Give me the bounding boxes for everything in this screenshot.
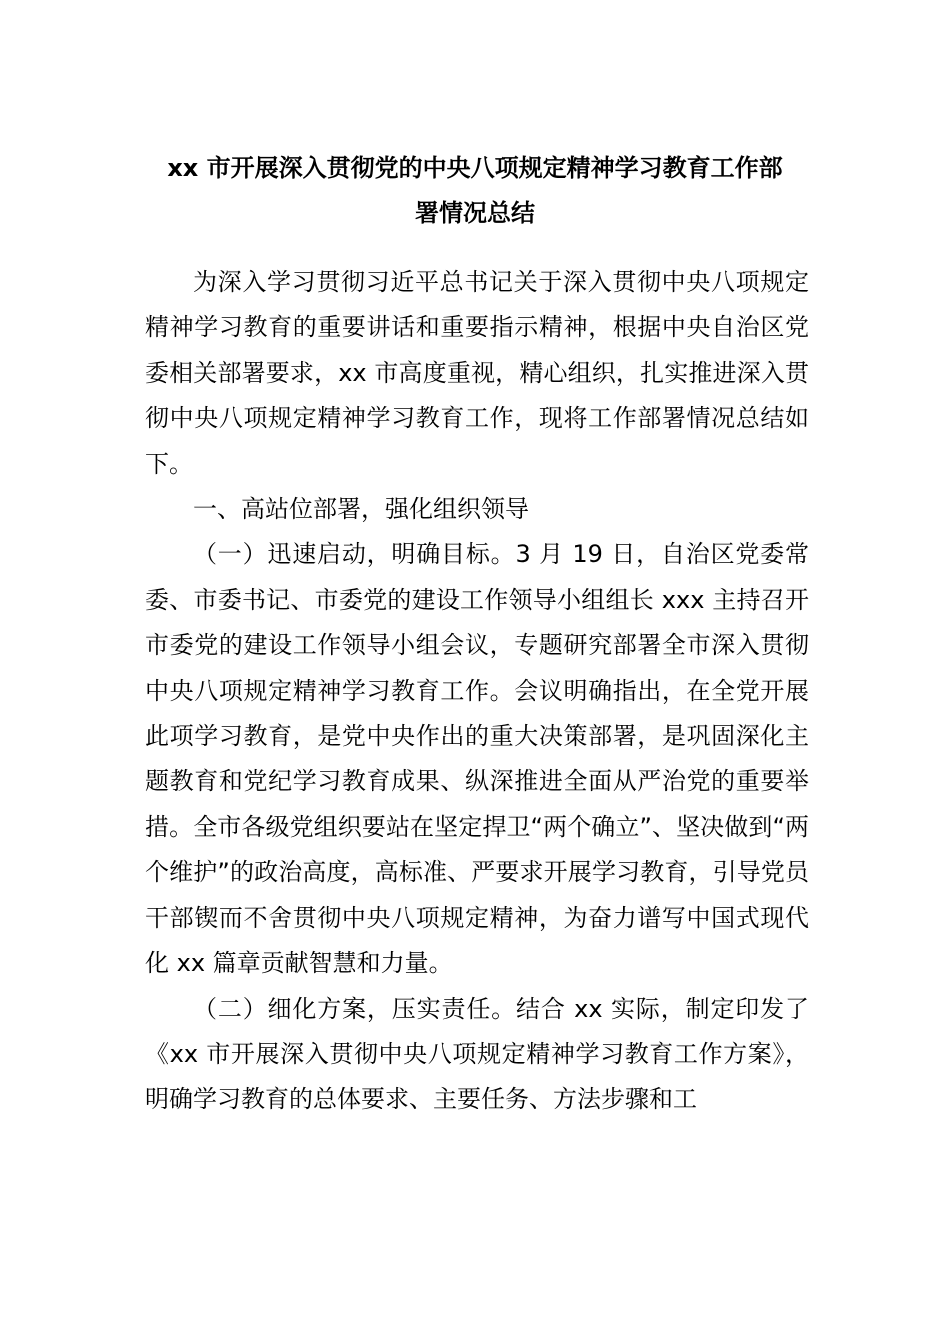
document-title bbox=[140, 146, 810, 236]
subsection-paragraph-1: （一）迅速启动，明确目标。3 月 19 日，自治区党委常委、市委书记、市委党的建设工作领导小组组长 xxx 主持召开市委党的建设工作领导小组会议，专题研究部署全市深入贯彻中央八项规定精神学习教育工作。会议明确指出，在全党开展此项学习教育，是党中央作出的重大决策部署，是巩固深化主题教育和党纪学习教育成果、纵深推进全面从严治党的重要举措。全市各级党组织要站在坚定捍卫“两个确立”、坚决做到“两个维护”的政治高度，高标准、严要求开展学习教育，引导党员干部锲而不舍贯彻中央八项规定精神，为奋力谱写中国式现代化 xx 篇章贡献智慧和力量。 bbox=[145, 540, 809, 978]
intro-paragraph: 为深入学习贯彻习近平总书记关于深入贯彻中央八项规定精神学习教育的重要讲话和重要指示精神，根据中央自治区党委相关部署要求，xx 市高度重视，精心组织，扎实推进深入贯彻中央八项规定精神学习教育工作，现将工作部署情况总结如下。 bbox=[145, 268, 809, 478]
subsection-paragraph-2: （二）细化方案，压实责任。结合 xx 实际，制定印发了《xx 市开展深入贯彻中央八项规定精神学习教育工作方案》，明确学习教育的总体要求、主要任务、方法步骤和工 bbox=[145, 994, 809, 1114]
section-heading-1: 一、高站位部署，强化组织领导 bbox=[193, 495, 529, 524]
document-body bbox=[145, 260, 809, 1123]
title-line-2: 署情况总结 bbox=[415, 199, 535, 227]
title-line-1: xx 市开展深入贯彻党的中央八项规定精神学习教育工作部 bbox=[167, 154, 783, 182]
